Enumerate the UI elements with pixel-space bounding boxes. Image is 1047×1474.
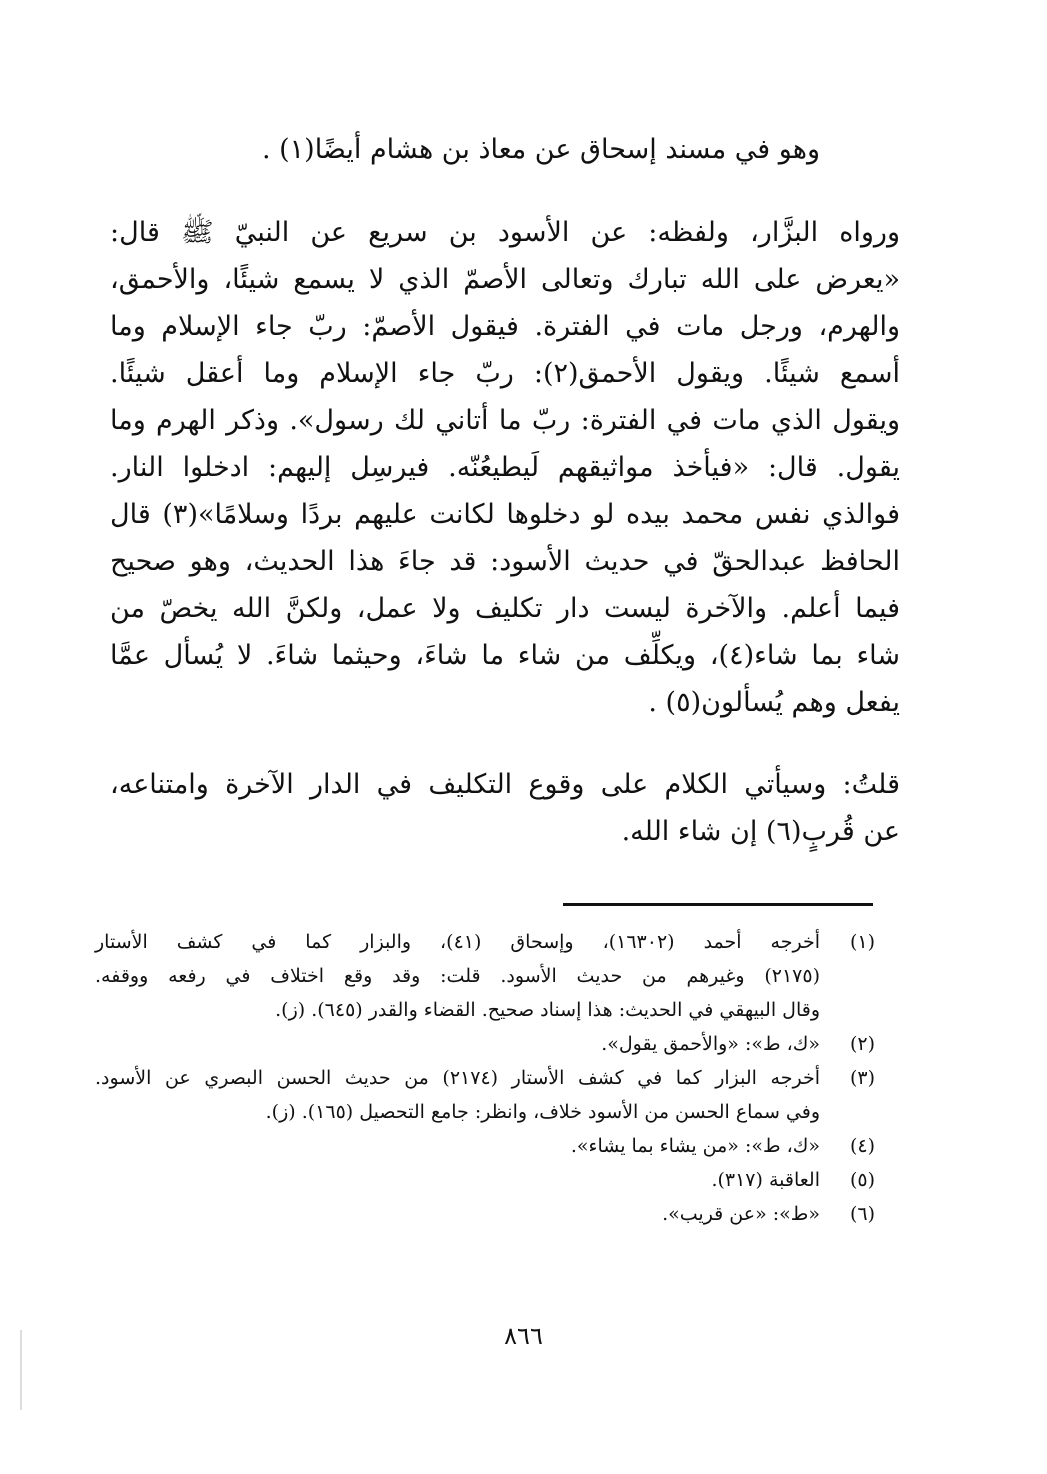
footnote-line: «ط»: «عن قريب».	[662, 1203, 820, 1225]
intro-line: وهو في مسند إسحاق عن معاذ بن هشام أيضًا(١) .	[261, 134, 820, 165]
footnote-divider	[563, 903, 873, 906]
footnote-number: (٢)	[849, 1033, 875, 1055]
footnote-line: العاقبة (٣١٧).	[711, 1169, 820, 1191]
footnote-line: «ك، ط»: «من يشاء بما يشاء».	[570, 1135, 820, 1157]
footnote-line: وفي سماع الحسن من الأسود خلاف، وانظر: جامع التحصيل (١٦٥). (ز).	[265, 1101, 820, 1123]
paragraph-line: ويقول الذي مات في الفترة: ربّ ما أتاني لك رسول». وذكر الهرم وما	[110, 405, 900, 436]
footnote-number: (٥)	[849, 1169, 875, 1191]
paragraph-line: شاء بما شاء(٤)، ويكلِّف من شاء ما شاءَ، وحيثما شاءَ. لا يُسأل عمَّا	[110, 640, 901, 671]
page-number: ٨٦٦	[504, 1322, 543, 1350]
paragraph-line: يقول. قال: «فيأخذ مواثيقهم لَيطيعُنّه. فيرسِل إليهم: ادخلوا النار.	[110, 452, 900, 483]
paragraph-line: «يعرض على الله تبارك وتعالى الأصمّ الذي لا يسمع شيئًا، والأحمق،	[110, 264, 900, 295]
paragraph-line: فوالذي نفس محمد بيده لو دخلوها لكانت عليهم بردًا وسلامًا»(٣) قال	[110, 499, 900, 530]
footnote-line: (٢١٧٥) وغيرهم من حديث الأسود. قلت: وقد وقع اختلاف في رفعه ووقفه.	[95, 965, 820, 987]
paragraph-line: الحافظ عبدالحقّ في حديث الأسود: قد جاءَ هذا الحديث، وهو صحيح	[110, 546, 900, 577]
footnote-number: (٦)	[849, 1203, 875, 1225]
footnote-number: (٣)	[849, 1067, 875, 1089]
scan-edge-mark	[20, 1330, 22, 1410]
footnote-line: «ك، ط»: «والأحمق يقول».	[601, 1033, 820, 1055]
paragraph-line: يفعل وهم يُسألون(٥) .	[648, 687, 900, 718]
footnote-number: (٤)	[849, 1135, 875, 1157]
footnote-line: أخرجه أحمد (١٦٣٠٢)، وإسحاق (٤١)، والبزار كما في كشف الأستار	[95, 931, 820, 953]
closing-line: قلتُ: وسيأتي الكلام على وقوع التكليف في الدار الآخرة وامتناعه،	[110, 769, 900, 800]
paragraph-line: أسمع شيئًا. ويقول الأحمق(٢): ربّ جاء الإسلام وما أعقل شيئًا.	[110, 358, 901, 389]
paragraph-line: فيما أعلم. والآخرة ليست دار تكليف ولا عمل، ولكنَّ الله يخصّ من	[110, 593, 900, 624]
closing-line: عن قُربٍ(٦) إن شاء الله.	[621, 816, 900, 847]
footnote-line: وقال البيهقي في الحديث: هذا إسناد صحيح. القضاء والقدر (٦٤٥). (ز).	[275, 999, 820, 1021]
footnote-number: (١)	[849, 931, 875, 953]
paragraph-line: ورواه البزَّار، ولفظه: عن الأسود بن سريع عن النبيّ ﷺ قال:	[110, 217, 900, 248]
paragraph-line: والهرم، ورجل مات في الفترة. فيقول الأصمّ: ربّ جاء الإسلام وما	[110, 311, 900, 342]
footnote-line: أخرجه البزار كما في كشف الأستار (٢١٧٤) من حديث الحسن البصري عن الأسود.	[95, 1067, 820, 1089]
